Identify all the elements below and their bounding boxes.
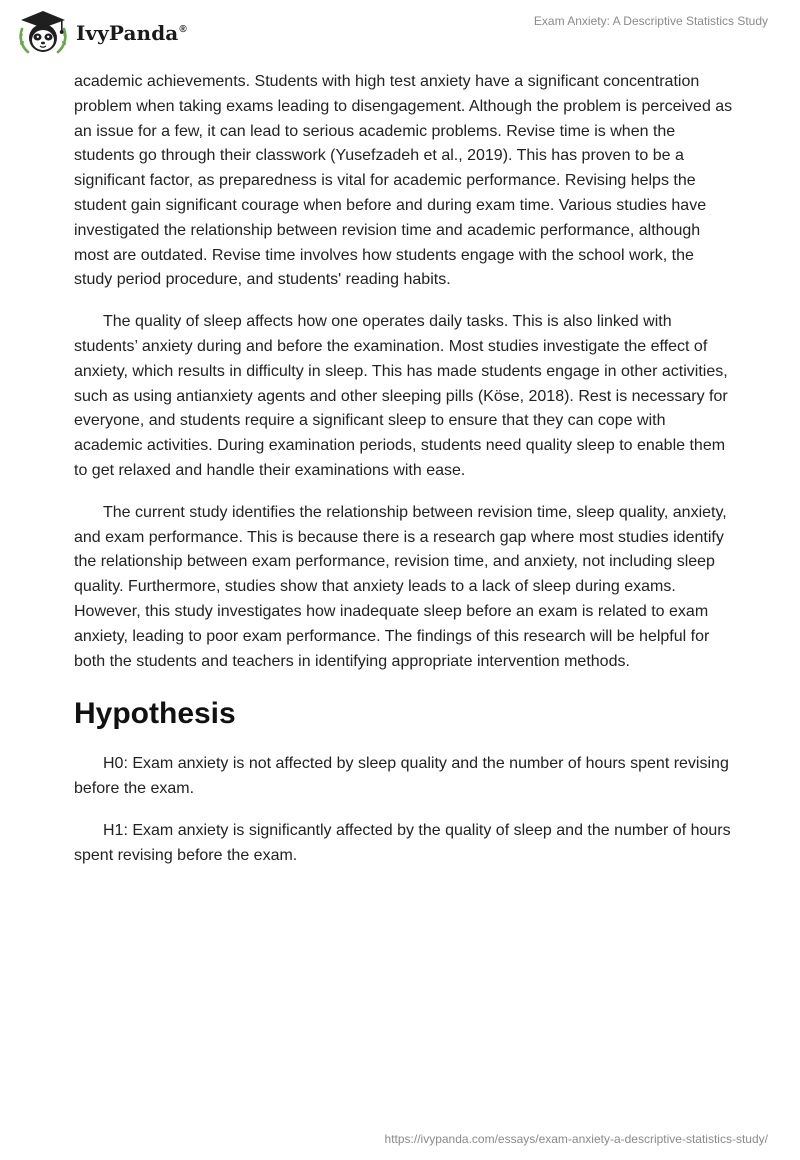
paragraph-sleep-quality: The quality of sleep affects how one operates daily tasks. This is also linked with students’ anxiety during and before the examination. Most studies investigate the effect of anxiety, which results in difficulty in sleep. This has made students engage in other activities, such as using antianxiety agents and other sleeping pills (Köse, 2018). Rest is necessary for everyone, and students require a significant sleep to ensure that they can cope with academic activities. During examination periods, students need quality sleep to enable them to get relaxed and handle their examinations with ease. — [74, 313, 728, 479]
registered-mark: ® — [179, 24, 187, 36]
paragraph-current-study: The current study identifies the relationship between revision time, sleep quality, anxiety, and exam performance. This is because there is a research gap where most studies identify the relationship between exam performance, revision time, and anxiety, not including sleep quality. Furthermore, studies show that anxiety leads to a lack of sleep during exams. However, this study investigates how inadequate sleep before an exam is related to exam anxiety, leading to poor exam performance. The findings of this research will be helpful for both the students and teachers in identifying appropriate intervention methods. — [74, 503, 727, 670]
paragraph-continuation: academic achievements. Students with high test anxiety have a significant concentration problem when taking exams leading to disengagement. Although the problem is perceived as an issue for a few, it can lead to serious academic problems. Revise time is when the students go through their classwork (Yusefzadeh et al., 2019). This has proven to be a significant factor, as preparedness is vital for academic performance. Revising helps the student gain significant courage when before and during exam time. Various studies have investigated the relationship between revision time and academic performance, although most are outdated. Revise time involves how students engage with the school work, the study period procedure, and students' reading habits. — [74, 73, 733, 289]
hypothesis-h1: H1: Exam anxiety is significantly affected by the quality of sleep and the number of hours spent revising before the exam. — [74, 821, 731, 864]
page-header — [0, 0, 800, 62]
ivypanda-logo[interactable] — [16, 9, 187, 55]
hypothesis-heading: Hypothesis — [74, 697, 236, 731]
document-title: Exam Anxiety: A Descriptive Statistics Study — [533, 14, 768, 28]
article-body — [74, 70, 734, 886]
source-url-link[interactable]: https://ivypanda.com/essays/exam-anxiety-a-descriptive-statistics-study/ — [384, 1132, 768, 1146]
hypothesis-h0: H0: Exam anxiety is not affected by sleep quality and the number of hours spent revising before the exam. — [74, 755, 729, 798]
panda-graduate-icon — [16, 9, 70, 55]
brand-name: IvyPanda® — [76, 21, 187, 45]
